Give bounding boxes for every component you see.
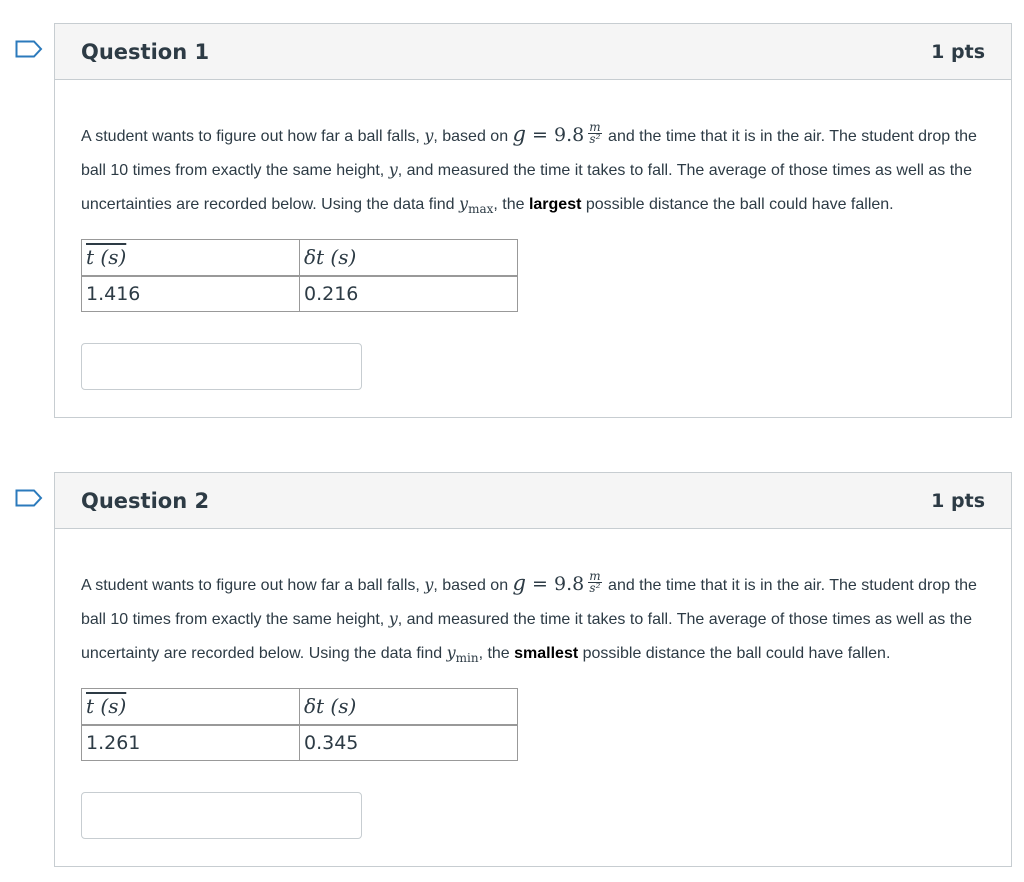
data-table — [81, 688, 518, 761]
uncertainty-value: 0.345 — [300, 725, 518, 761]
header-mean-time: t (s) — [82, 689, 300, 725]
table-row — [82, 276, 518, 312]
question-1 — [54, 23, 1012, 418]
question-header — [55, 473, 1011, 529]
answer-input[interactable] — [81, 792, 362, 839]
answer-input[interactable] — [81, 343, 362, 390]
question-title: Question 1 — [81, 39, 210, 64]
emphasis-word: largest — [528, 196, 582, 213]
mean-time-value: 1.261 — [82, 725, 300, 761]
data-table — [81, 239, 518, 312]
header-uncertainty: δt (s) — [300, 689, 518, 725]
header-mean-time: t (s) — [82, 240, 300, 276]
question-title: Question 2 — [81, 488, 210, 513]
table-row — [82, 725, 518, 761]
header-uncertainty: δt (s) — [300, 240, 518, 276]
mean-time-value: 1.416 — [82, 276, 300, 312]
uncertainty-value: 0.216 — [300, 276, 518, 312]
unit-fraction: $\frac{m}{\text{s²}}$ — [589, 120, 601, 147]
emphasis-word: smallest — [514, 645, 579, 662]
question-2 — [54, 472, 1012, 867]
question-body — [55, 529, 1011, 839]
question-body — [55, 80, 1011, 390]
question-header — [55, 24, 1011, 80]
table-header-row — [82, 689, 518, 725]
bookmark-flag-icon[interactable] — [15, 489, 43, 507]
question-text: A student wants to figure out how far a ball falls, y, based on g = 9.8 $\frac{m}{\text{s²}}$ and the time that it is in the air. The student drop the ball 10 times from exactly the same height, y, and measured the time it takes to fall. The average of those times as well as the uncertainty are recorded below. Using the data find $y_{min}$, the smallest possible distance the ball could have fallen. — [81, 569, 977, 665]
question-text: A student wants to figure out how far a ball falls, y, based on g = 9.8 $\frac{m}{\text{s²}}$ and the time that it is in the air. The student drop the ball 10 times from exactly the same height, y, and measured the time it takes to fall. The average of those times as well as the uncertainties are recorded below. Using the data find $y_{max}$, the largest possible distance the ball could have fallen. — [81, 120, 977, 216]
unit-fraction: $\frac{m}{\text{s²}}$ — [589, 569, 601, 596]
question-points: 1 pts — [931, 40, 985, 63]
bookmark-flag-icon[interactable] — [15, 40, 43, 58]
table-header-row — [82, 240, 518, 276]
question-points: 1 pts — [931, 489, 985, 512]
